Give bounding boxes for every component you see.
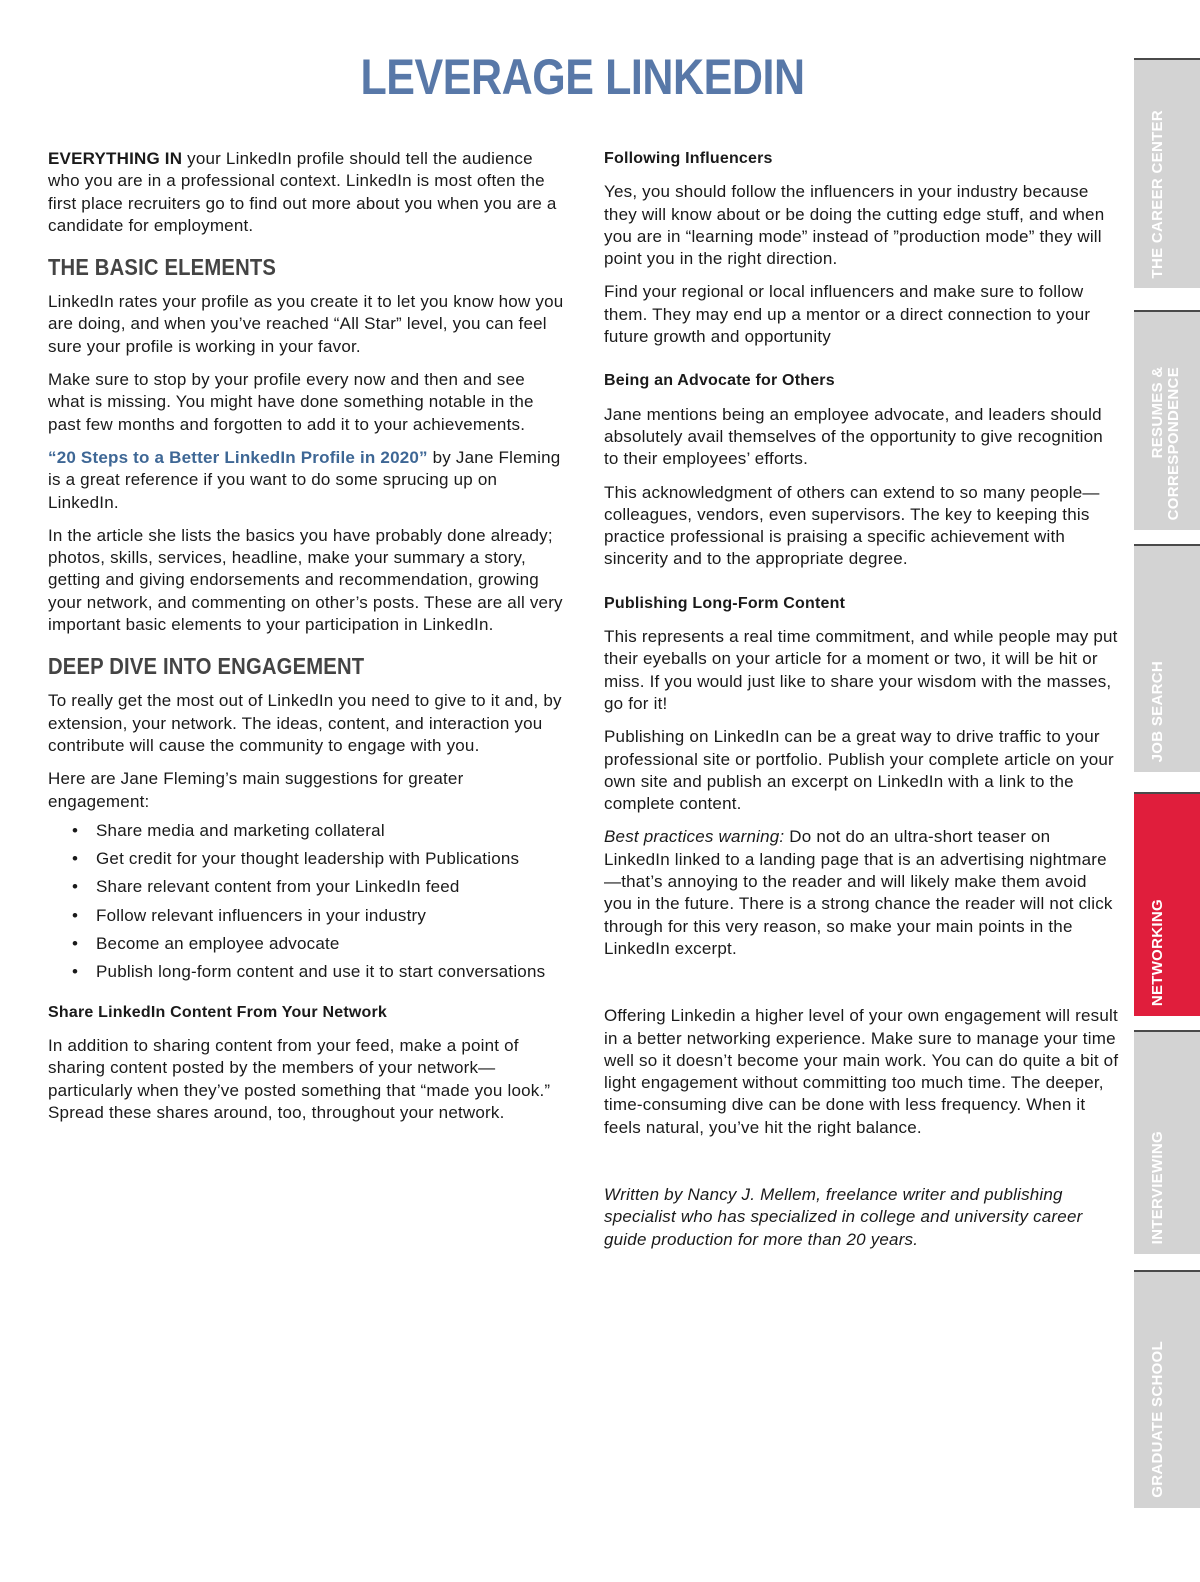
advocate-heading: Being an Advocate for Others (604, 372, 835, 390)
tab-label: JOB SEARCH (1149, 660, 1166, 762)
intro-lead: EVERYTHING IN (48, 149, 183, 168)
publish-paragraph-1: This represents a real time commitment, and while people may put their eyeballs on your article for a moment or two, it will be hit or miss. If you would just like to share your wisdom with the masses, go for it! (604, 627, 1118, 713)
list-item: • Become an employee advocate (48, 933, 566, 955)
intro-text: your LinkedIn profile should tell the audience who you are in a professional context. LinkedIn is most often the first place recruiters go to find out more about you when you are a candidate for employment. (48, 149, 557, 235)
spacer (604, 971, 1119, 1005)
intro-paragraph (48, 148, 566, 237)
tab-label: THE CAREER CENTER (1149, 109, 1166, 278)
tab-resumes-correspondence[interactable] (1134, 310, 1200, 530)
list-item: • Share media and marketing collateral (48, 820, 566, 842)
basic-elements-heading: THE BASIC ELEMENTS (48, 254, 277, 281)
publishing-heading: Publishing Long-Form Content (604, 594, 846, 612)
list-item: • Follow relevant influencers in your industry (48, 905, 566, 927)
list-item: • Share relevant content from your LinkedIn feed (48, 876, 566, 898)
tab-label: RESUMES & CORRESPONDENCE (1149, 366, 1182, 520)
deep-paragraph-2: Here are Jane Fleming’s main suggestions for greater engagement: (48, 769, 464, 811)
basic-paragraph-1: LinkedIn rates your profile as you create it to let you know how you are doing, and when you’ve reached “All Star” level, you can feel sure your profile is working in your favor. (48, 292, 564, 356)
basic-paragraph-3-text: by Jane Fleming is a great reference if you want to do some sprucing up on LinkedIn. (48, 447, 561, 512)
follow-paragraph-1: Yes, you should follow the influencers in your industry because they will know about or be doing the cutting edge stuff, and when you are in “learning mode” instead of ”production mode” they will point you in the right direction. (604, 182, 1105, 269)
advocate-paragraph-2: This acknowledgment of others can extend to so many people—colleagues, vendors, even supervisors. The key to keeping this practice professional is praising a specific achievement with sincerity and to the appropriate degree. (604, 482, 1100, 569)
tab-interviewing[interactable] (1134, 1030, 1200, 1254)
tab-graduate-school[interactable] (1134, 1270, 1200, 1508)
tab-networking[interactable] (1134, 792, 1200, 1016)
tab-label: NETWORKING (1149, 898, 1166, 1006)
article-link[interactable]: “20 Steps to a Better LinkedIn Profile in 2020” (48, 447, 428, 467)
author-byline: Written by Nancy J. Mellem, freelance writer and publishing specialist who has specialized in college and university career guide production for more than 20 years. (604, 1184, 1083, 1249)
left-column (48, 148, 566, 1135)
warning-paragraph (604, 826, 1119, 960)
tab-label: GRADUATE SCHOOL (1149, 1341, 1166, 1498)
warning-label: Best practices warning: (604, 827, 785, 847)
deep-dive-heading: DEEP DIVE INTO ENGAGEMENT (48, 653, 365, 680)
right-column (604, 148, 1119, 1262)
page-title: LEVERAGE LINKEDIN (360, 49, 805, 105)
advocate-paragraph-1: Jane mentions being an employee advocate, and leaders should absolutely avail themselves of the opportunity to give recognition to their employees’ efforts. (604, 404, 1103, 469)
basic-paragraph-3 (48, 447, 566, 514)
deep-paragraph-1: To really get the most out of LinkedIn you need to give to it and, by extension, your network. The ideas, content, and interaction you contribute will cause the community to engage with you. (48, 691, 562, 755)
closing-paragraph: Offering Linkedin a higher level of your own engagement will result in a better networking experience. Make sure to manage your time well so it doesn’t become your main work. You can do quite a bit of light engagement without committing too much time. The deeper, time-consuming dive can be done with less frequency. When it feels natural, you’ve hit the right balance. (604, 1006, 1119, 1137)
suggestions-list (48, 820, 566, 984)
warning-text: Do not do an ultra-short teaser on LinkedIn linked to a landing page that is an advertising nightmare—that’s annoying to the reader and will likely make them avoid you in the future. There is a strong chance the reader will not click through for this very reason, so make your main points in the LinkedIn excerpt. (604, 827, 1113, 958)
publish-paragraph-2: Publishing on LinkedIn can be a great way to drive traffic to your professional site or portfolio. Publish your complete article on your own site and publish an excerpt on LinkedIn with a link to the complete content. (604, 727, 1114, 814)
list-item: • Get credit for your thought leadership with Publications (48, 848, 566, 870)
basic-paragraph-2: Make sure to stop by your profile every now and then and see what is missing. You might have done something notable in the past few months and forgotten to add it to your achievements. (48, 370, 534, 434)
share-paragraph: In addition to sharing content from your feed, make a point of sharing content posted by the members of your network—particularly when they’ve posted something that “made you look.” Spread these shares around, too, throughout your network. (48, 1035, 551, 1122)
basic-paragraph-4: In the article she lists the basics you have probably done already; photos, skills, services, headline, make your summary a story, getting and giving endorsements and recommendation, growing your network, and commenting on other’s posts. These are all very important basic elements to your participation in LinkedIn. (48, 525, 563, 635)
tab-label: INTERVIEWING (1149, 1130, 1166, 1244)
following-influencers-heading: Following Influencers (604, 150, 773, 167)
section-tabs (1134, 0, 1200, 1582)
follow-paragraph-2: Find your regional or local influencers and make sure to follow them. They may end up a mentor or a direct connection to your future growth and opportunity (604, 282, 1091, 347)
share-content-heading: Share LinkedIn Content From Your Network (48, 1003, 387, 1021)
spacer (604, 1150, 1119, 1184)
tab-job-search[interactable] (1134, 544, 1200, 772)
list-item: • Publish long-form content and use it to start conversations (48, 961, 566, 983)
tab-career-center[interactable] (1134, 58, 1200, 288)
